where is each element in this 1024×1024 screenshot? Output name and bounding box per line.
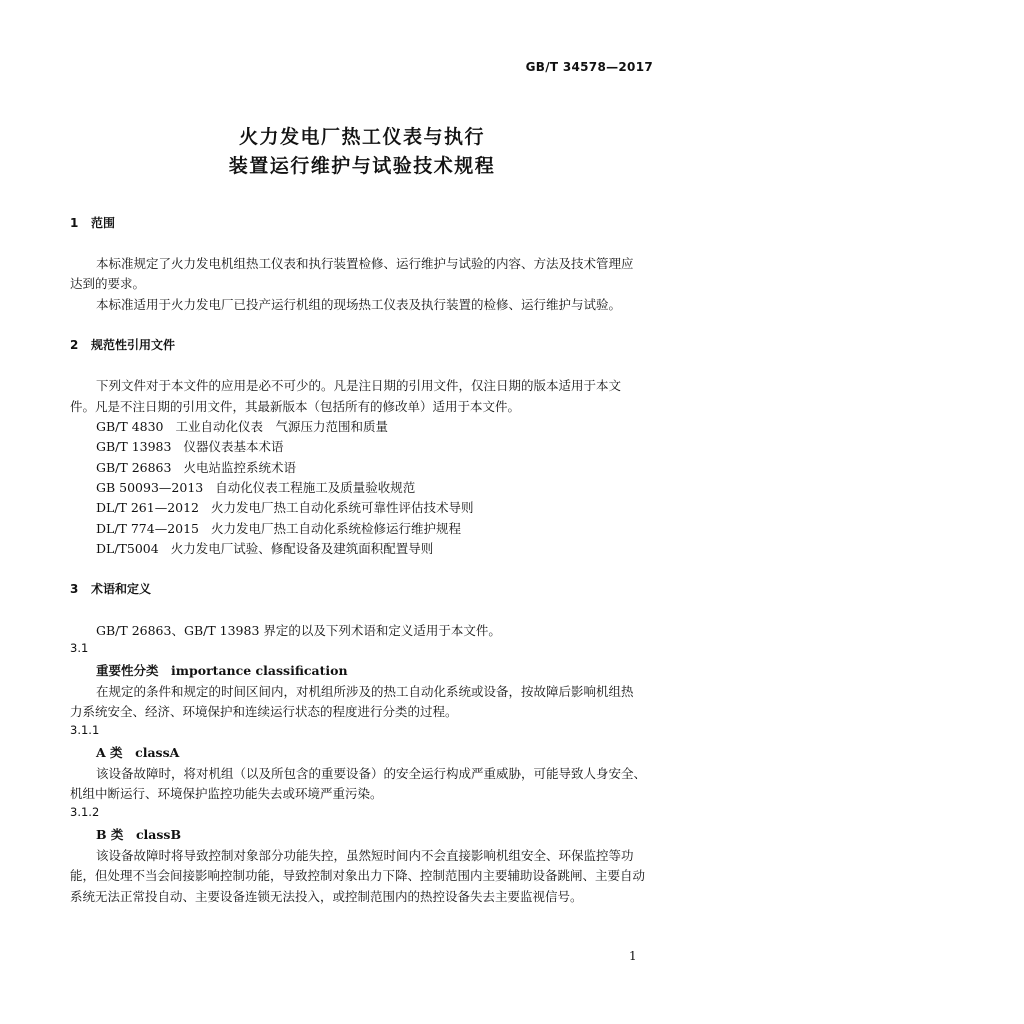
paragraph-line: 达到的要求。 [70, 276, 146, 291]
paragraph-line: 下列文件对于本文件的应用是必不可少的。凡是注日期的引用文件，仅注日期的版本适用于本文 [96, 378, 622, 393]
section-2-heading [70, 336, 175, 353]
page-number: 1 [629, 949, 637, 963]
definition-line: 力系统安全、经济、环境保护和连续运行状态的程度进行分类的过程。 [70, 704, 458, 719]
definition-line: 在规定的条件和规定的时间区间内，对机组所涉及的热工自动化系统或设备，按故障后影响机组热 [96, 684, 634, 699]
term-name: 重要性分类 [96, 663, 159, 678]
reference-code: GB/T 26863 [96, 460, 172, 475]
term-english: classB [135, 827, 182, 842]
definition-line: 能，但处理不当会间接影响控制功能，导致控制对象出力下降、控制范围内主要辅助设备跳闸、主要自动 [70, 868, 646, 883]
reference-title: 工业自动化仪表 气源压力范围和质量 [175, 419, 389, 434]
reference-item [96, 417, 388, 435]
definition-line: 该设备故障时，将对机组（以及所包含的重要设备）的安全运行构成严重威胁，可能导致人身安全、 [96, 766, 647, 781]
definition-line: 系统无法正常投自动、主要设备连锁无法投入，或控制范围内的热控设备失去主要监视信号。 [70, 889, 583, 904]
definition-line: 该设备故障时将导致控制对象部分功能失控，虽然短时间内不会直接影响机组安全、环保监控等功 [96, 848, 634, 863]
reference-code: DL/T 774—2015 [96, 521, 200, 536]
section-3-heading [70, 580, 151, 597]
section-intro: GB/T 26863、GB/T 13983 界定的以及下列术语和定义适用于本文件。 [96, 623, 501, 638]
reference-title: 自动化仪表工程施工及质量验收规范 [215, 480, 416, 495]
reference-title: 火力发电厂热工自动化系统可靠性评估技术导则 [211, 500, 474, 515]
title-line-1: 火力发电厂热工仪表与执行 [238, 126, 485, 148]
term-number: 3.1 [70, 641, 89, 655]
reference-title: 火力发电厂试验、修配设备及建筑面积配置导则 [170, 541, 434, 556]
reference-title: 火力发电厂热工自动化系统检修运行维护规程 [211, 521, 462, 536]
reference-title: 仪器仪表基本术语 [183, 439, 284, 454]
paragraph-line: 本标准规定了火力发电机组热工仪表和执行装置检修、运行维护与试验的内容、方法及技术管理应 [96, 256, 634, 271]
title-line-2: 装置运行维护与试验技术规程 [228, 155, 496, 177]
document-title [0, 123, 724, 181]
reference-item [96, 498, 474, 516]
standard-code: GB/T 34578—2017 [525, 60, 653, 74]
section-title: 范围 [91, 216, 116, 230]
reference-item [96, 458, 296, 476]
paragraph-line: 本标准适用于火力发电厂已投产运行机组的现场热工仪表及执行装置的检修、运行维护与试验。 [96, 297, 622, 312]
term-heading [96, 825, 181, 843]
reference-item [96, 539, 433, 557]
reference-code: DL/T 261—2012 [96, 500, 200, 515]
term-number: 3.1.2 [70, 805, 100, 819]
term-number: 3.1.1 [70, 723, 100, 737]
section-number: 1 [70, 216, 79, 230]
paragraph-line: 件。凡是不注日期的引用文件，其最新版本（包括所有的修改单）适用于本文件。 [70, 399, 521, 414]
term-english: importance classification [171, 663, 348, 678]
section-number: 2 [70, 338, 79, 352]
term-name: A 类 [96, 745, 123, 760]
term-heading [96, 661, 348, 679]
reference-item [96, 519, 461, 537]
reference-code: GB/T 13983 [96, 439, 172, 454]
reference-code: GB/T 4830 [96, 419, 164, 434]
section-title: 术语和定义 [91, 582, 152, 596]
term-heading [96, 743, 179, 761]
definition-line: 机组中断运行、环境保护监控功能失去或环境严重污染。 [70, 786, 383, 801]
term-english: classA [135, 745, 180, 760]
section-1-heading [70, 214, 115, 231]
reference-item [96, 478, 415, 496]
section-number: 3 [70, 582, 79, 596]
reference-code: DL/T5004 [96, 541, 159, 556]
reference-code: GB 50093—2013 [96, 480, 204, 495]
reference-title: 火电站监控系统术语 [183, 460, 296, 475]
section-title: 规范性引用文件 [91, 338, 176, 352]
reference-item [96, 437, 283, 455]
term-name: B 类 [96, 827, 124, 842]
